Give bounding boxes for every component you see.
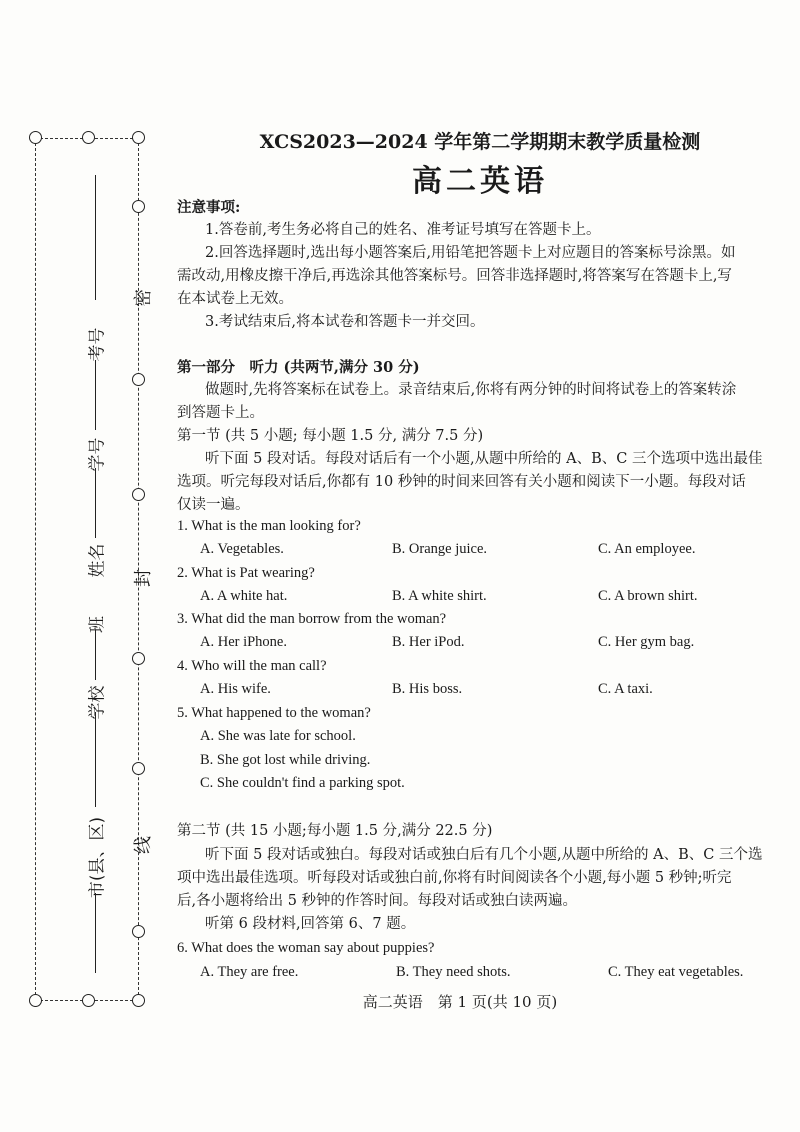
field-school: 学校 (87, 685, 108, 720)
option-c: C. A taxi. (598, 681, 653, 697)
name-blank[interactable] (95, 468, 96, 538)
seal-mark-xian: 线 (133, 836, 154, 854)
hole-circle (132, 488, 145, 501)
county-blank[interactable] (95, 893, 96, 973)
question-5: 5. What happened to the woman? (177, 705, 371, 721)
section1-instruction: 听下面 5 段对话。每段对话后有一个小题,从题中所给的 A、B、C 三个选项中选出最佳 (205, 451, 763, 467)
option-a: A. She was late for school. (200, 728, 356, 744)
section2-instruction: 后,各小题将给出 5 秒钟的作答时间。每段对话或独白读两遍。 (177, 893, 578, 909)
subject-title: 高二英语 (412, 164, 548, 199)
material-note: 听第 6 段材料,回答第 6、7 题。 (205, 916, 416, 932)
question-2: 2. What is Pat wearing? (177, 565, 315, 581)
seal-mark-mi: 密 (133, 289, 154, 307)
option-c: C. Her gym bag. (598, 634, 695, 650)
option-c: C. She couldn't find a parking spot. (200, 775, 405, 791)
hole-circle (132, 200, 145, 213)
school-blank[interactable] (95, 712, 96, 807)
seal-mark-feng: 封 (133, 569, 154, 587)
section1-instruction: 选项。听完每段对话后,你都有 10 秒钟的时间来回答有关小题和阅读下一小题。每段对话 (177, 474, 746, 490)
field-class: 班 (87, 616, 108, 633)
exam-title: XCS2023—2024 学年第二学期期末教学质量检测 (259, 131, 701, 153)
question-4: 4. Who will the man call? (177, 658, 327, 674)
field-exam-number: 考号 (87, 327, 108, 362)
field-county: 市(县、区) (87, 816, 108, 899)
option-b: B. A white shirt. (392, 588, 487, 604)
field-name: 姓名 (87, 543, 108, 578)
option-a: A. Vegetables. (200, 541, 284, 557)
note-line: 需改动,用橡皮擦干净后,再选涂其他答案标号。回答非选择题时,将答案写在答题卡上,写 (177, 268, 732, 284)
option-a: A. Her iPhone. (200, 634, 287, 650)
student-number-blank[interactable] (95, 360, 96, 430)
hole-circle (132, 762, 145, 775)
section2-heading: 第二节 (共 15 小题;每小题 1.5 分,满分 22.5 分) (177, 823, 493, 839)
note-line: 1.答卷前,考生务必将自己的姓名、准考证号填写在答题卡上。 (205, 222, 601, 238)
section1-heading: 第一节 (共 5 小题; 每小题 1.5 分, 满分 7.5 分) (177, 428, 484, 444)
note-line: 在本试卷上无效。 (177, 291, 293, 307)
hole-circle (132, 925, 145, 938)
option-b: B. Her iPod. (392, 634, 465, 650)
note-line: 2.回答选择题时,选出每小题答案后,用铅笔把答题卡上对应题目的答案标号涂黑。如 (205, 245, 736, 261)
option-c: C. An employee. (598, 541, 696, 557)
section1-instruction: 仅读一遍。 (177, 497, 250, 513)
option-b: B. Orange juice. (392, 541, 488, 557)
option-a: A. His wife. (200, 681, 271, 697)
option-a: A. They are free. (200, 964, 299, 980)
section2-instruction: 听下面 5 段对话或独白。每段对话或独白后有几个小题,从题中所给的 A、B、C 三个选 (205, 847, 763, 863)
part1-intro: 到答题卡上。 (177, 405, 264, 421)
notes-heading: 注意事项: (177, 199, 241, 216)
part1-heading: 第一部分 听力 (共两节,满分 30 分) (177, 359, 420, 376)
field-student-number: 学号 (87, 437, 108, 472)
option-b: B. They need shots. (396, 964, 511, 980)
class-blank[interactable] (95, 630, 96, 680)
question-3: 3. What did the man borrow from the woman? (177, 611, 447, 627)
part1-intro: 做题时,先将答案标在试卷上。录音结束后,你将有两分钟的时间将试卷上的答案转涂 (205, 382, 737, 398)
question-1: 1. What is the man looking for? (177, 518, 361, 534)
margin-outer-dash (35, 138, 36, 1000)
section2-instruction: 项中选出最佳选项。听每段对话或独白前,你将有时间阅读各个小题,每小题 5 秒钟;听完 (177, 870, 732, 886)
option-b: B. His boss. (392, 681, 463, 697)
hole-circle (132, 652, 145, 665)
hole-circle (132, 373, 145, 386)
option-a: A. A white hat. (200, 588, 288, 604)
question-6: 6. What does the woman say about puppies? (177, 940, 435, 956)
option-c: C. They eat vegetables. (608, 964, 744, 980)
note-line: 3.考试结束后,将本试卷和答题卡一并交回。 (205, 314, 485, 330)
page-footer: 高二英语 第 1 页(共 10 页) (362, 993, 558, 1011)
option-c: C. A brown shirt. (598, 588, 698, 604)
option-b: B. She got lost while driving. (200, 752, 371, 768)
